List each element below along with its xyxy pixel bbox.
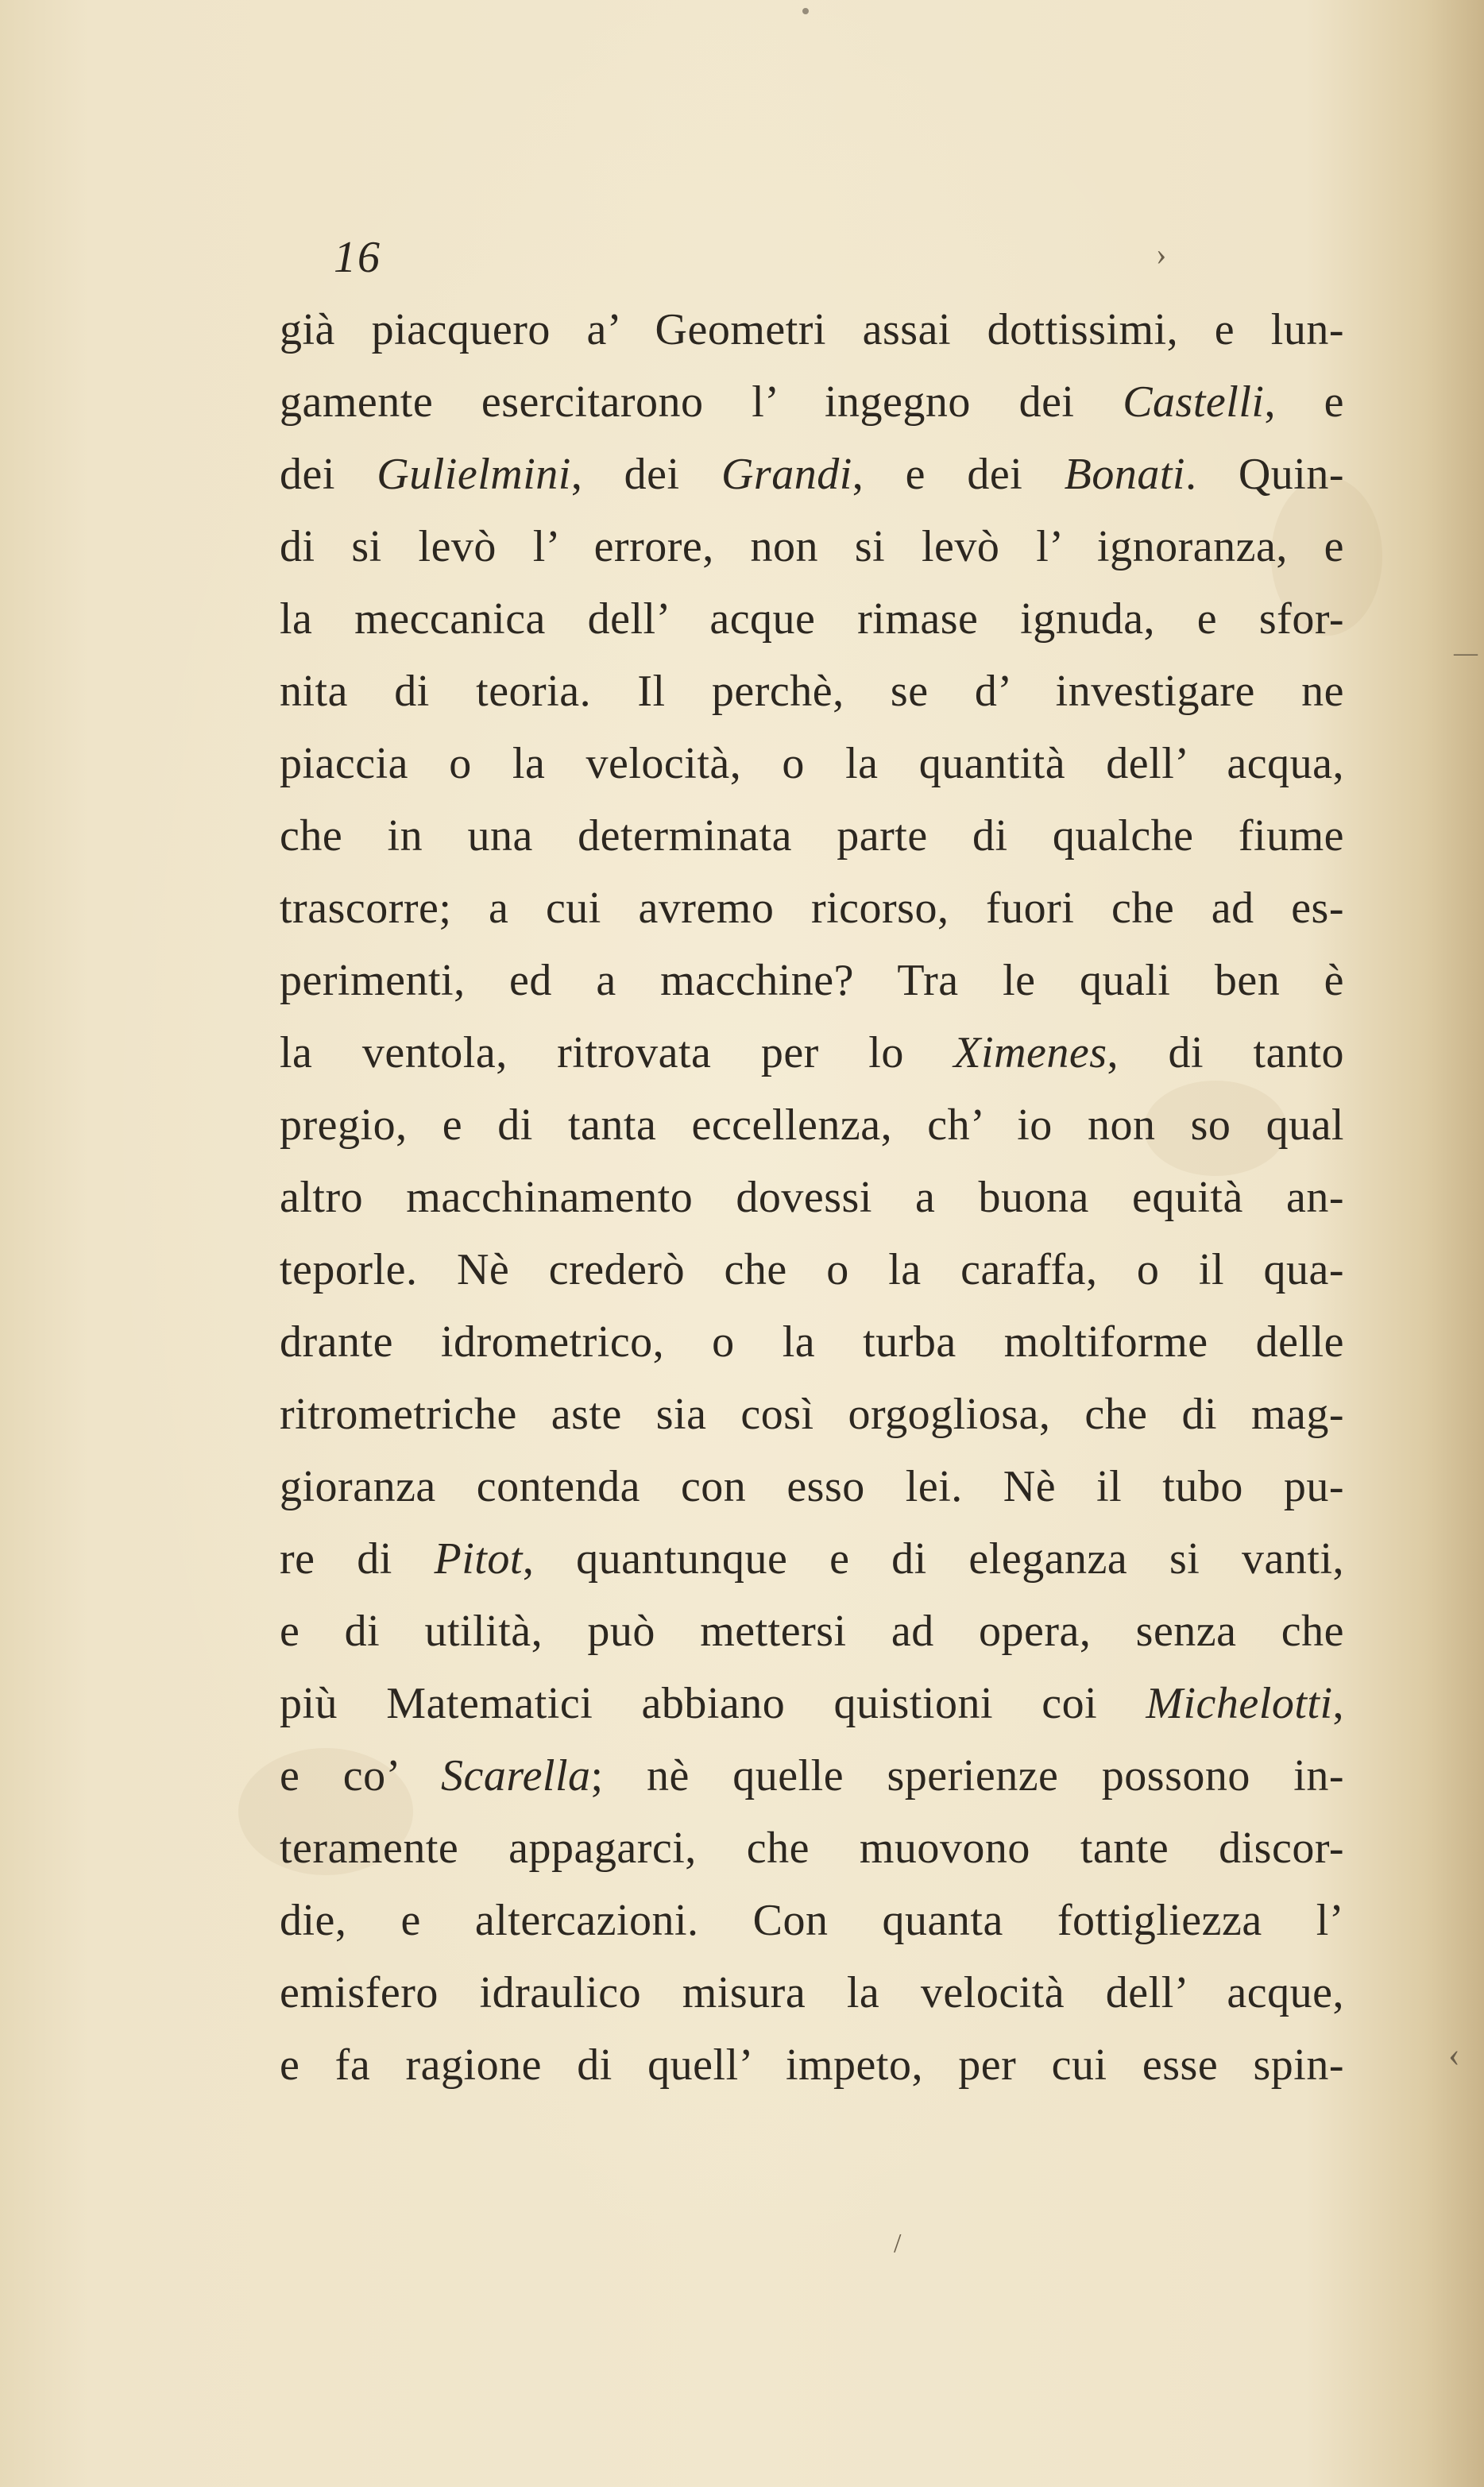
- text-run: ritrometriche aste sia così orgogliosa, che di mag-: [280, 1390, 1344, 1439]
- text-run: emisfero idraulico misura la velocità dell’ acque,: [280, 1968, 1344, 2017]
- italic-name: Gulielmini: [377, 450, 571, 499]
- italic-name: Bonati: [1064, 450, 1185, 499]
- text-run: re di: [280, 1534, 435, 1584]
- text-run: die, e altercazioni. Con quanta fottigliezza l’: [280, 1896, 1344, 1945]
- text-run: , quantunque e di eleganza si vanti,: [522, 1534, 1345, 1584]
- italic-name: Ximenes: [953, 1028, 1107, 1077]
- text-line: [280, 1523, 1344, 1595]
- text-run: teporle. Nè crederò che o la caraffa, o il qua-: [280, 1245, 1344, 1294]
- text-line: [280, 1812, 1344, 1885]
- text-run: , e: [1264, 377, 1344, 427]
- text-line: [280, 511, 1344, 583]
- page-number: 16: [334, 233, 381, 282]
- text-line: [280, 294, 1344, 366]
- text-line: [280, 2029, 1344, 2102]
- body-text: [280, 294, 1344, 2102]
- ink-spot: [802, 8, 809, 14]
- text-line: [280, 1379, 1344, 1451]
- text-run: la ventola, ritrovata per lo: [280, 1028, 954, 1077]
- stray-mark: ‹: [1448, 2035, 1460, 2074]
- text-line: [280, 800, 1344, 872]
- text-line: [280, 1017, 1344, 1089]
- text-line: [280, 439, 1344, 511]
- text-line: [280, 1957, 1344, 2029]
- stray-mark: /: [894, 2229, 902, 2258]
- italic-name: Pitot: [434, 1534, 523, 1584]
- text-run: e co’: [280, 1751, 441, 1800]
- text-run: pregio, e di tanta eccellenza, ch’ io non so qual: [280, 1100, 1344, 1150]
- stray-mark: —: [1454, 640, 1478, 666]
- text-run: la meccanica dell’ acque rimase ignuda, e sfor-: [280, 594, 1344, 644]
- text-run: perimenti, ed a macchine? Tra le quali ben è: [280, 956, 1344, 1005]
- text-run: ; nè quelle sperienze possono in-: [590, 1751, 1344, 1800]
- italic-name: Grandi: [721, 450, 852, 499]
- text-run: nita di teoria. Il perchè, se d’ investigare ne: [280, 667, 1344, 716]
- text-run: trascorre; a cui avremo ricorso, fuori che ad es-: [280, 884, 1344, 933]
- text-line: [280, 872, 1344, 945]
- italic-name: Scarella: [441, 1751, 591, 1800]
- text-line: [280, 1234, 1344, 1306]
- text-line: [280, 728, 1344, 800]
- text-run: piaccia o la velocità, o la quantità dell’ acqua,: [280, 739, 1344, 788]
- text-line: [280, 656, 1344, 728]
- text-run: . Quin-: [1184, 450, 1344, 499]
- text-run: drante idrometrico, o la turba moltiforme delle: [280, 1317, 1344, 1367]
- text-run: dei: [280, 450, 377, 499]
- text-line: [280, 583, 1344, 656]
- text-run: altro macchinamento dovessi a buona equità an-: [280, 1173, 1344, 1222]
- text-run: ,: [1332, 1679, 1344, 1728]
- text-run: di si levò l’ errore, non si levò l’ ignoranza, e: [280, 522, 1344, 571]
- text-line: [280, 1740, 1344, 1812]
- text-run: già piacquero a’ Geometri assai dottissimi, e lun-: [280, 305, 1344, 354]
- text-run: che in una determinata parte di qualche fiume: [280, 811, 1344, 861]
- text-line: [280, 1885, 1344, 1957]
- text-run: più Matematici abbiano quistioni coi: [280, 1679, 1146, 1728]
- text-run: e fa ragione di quell’ impeto, per cui esse spin-: [280, 2040, 1344, 2090]
- text-line: [280, 1451, 1344, 1523]
- text-run: , dei: [570, 450, 721, 499]
- text-line: [280, 1668, 1344, 1740]
- italic-name: Michelotti: [1146, 1679, 1333, 1728]
- text-run: teramente appagarci, che muovono tante discor-: [280, 1824, 1344, 1873]
- text-line: [280, 945, 1344, 1017]
- text-run: gioranza contenda con esso lei. Nè il tubo pu-: [280, 1462, 1344, 1511]
- italic-name: Castelli: [1123, 377, 1265, 427]
- text-run: , e dei: [852, 450, 1065, 499]
- stray-mark: ›: [1156, 236, 1167, 272]
- text-run: e di utilità, può mettersi ad opera, senza che: [280, 1607, 1344, 1656]
- text-run: gamente esercitarono l’ ingegno dei: [280, 377, 1123, 427]
- text-line: [280, 1595, 1344, 1668]
- text-run: , di tanto: [1107, 1028, 1344, 1077]
- text-line: [280, 1162, 1344, 1234]
- text-line: [280, 1306, 1344, 1379]
- text-line: [280, 1089, 1344, 1162]
- text-line: [280, 366, 1344, 439]
